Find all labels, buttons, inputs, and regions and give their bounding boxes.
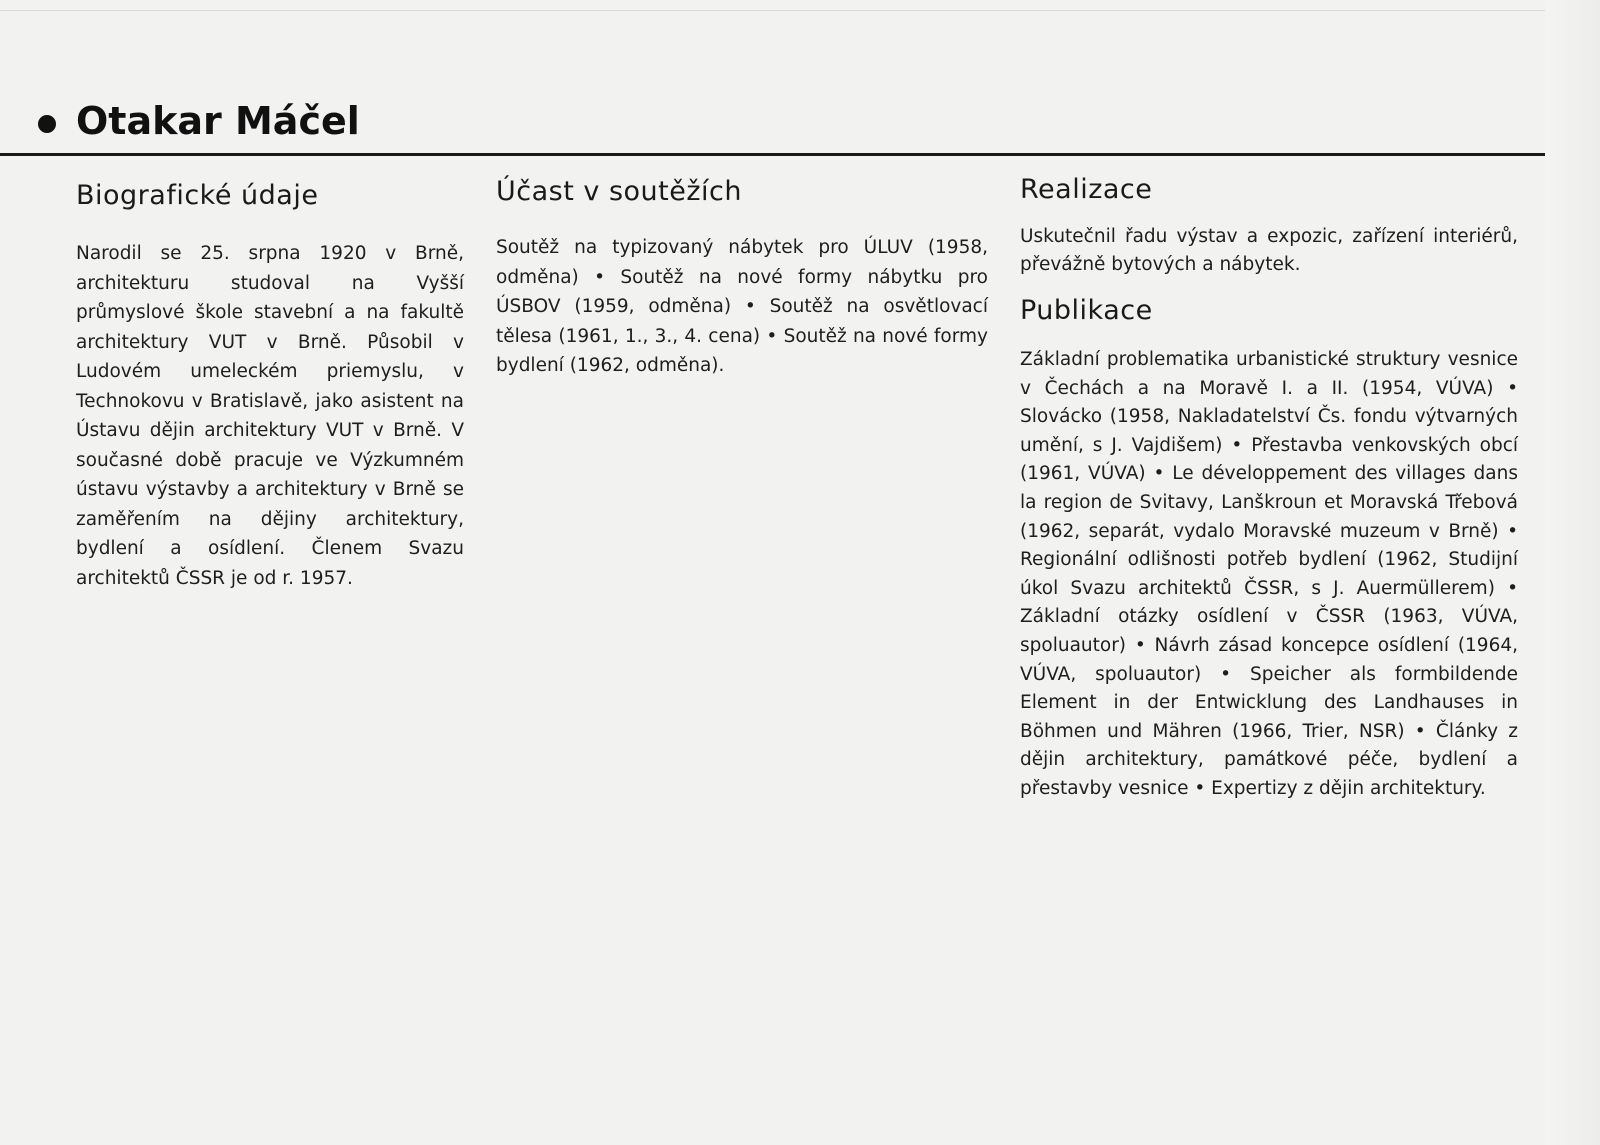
- publications-text: Základní problematika urbanistické struktury vesnice v Čechách a na Moravě I. a II. (1954, VÚVA) • Slovácko (1958, Nakladatelství Čs. fondu výtvarných umění, s J. Vajdišem) • Přestavba venkovských obcí (1961, VÚVA) • Le développement des villages dans la region de Svitavy, Lanškroun et Moravská Třebová (1962, separát, vydalo Moravské muzeum v Brně) • Regionální odlišnosti potřeb bydlení (1962, Studijní úkol Svazu architektů ČSSR, s J. Auermüllerem) • Základní otázky osídlení v ČSSR (1963, VÚVA, spoluautor) • Návrh zásad koncepce osídlení (1964, VÚVA, spoluautor) • Speicher als formbildende Element in der Entwicklung des Landhauses in Böhmen und Mähren (1966, Trier, NSR) • Články z dějin architektury, památkové péče, bydlení a přestavby vesnice • Expertizy z dějin architektury.: [1020, 349, 1518, 799]
- bullet-icon: [38, 115, 56, 133]
- competitions-text: Soutěž na typizovaný nábytek pro ÚLUV (1958, odměna) • Soutěž na nové formy nábytku pro ÚSBOV (1959, odměna) • Soutěž na osvětlovací tělesa (1961, 1., 3., 4. cena) • Soutěž na nové formy bydlení (1962, odměna).: [496, 237, 988, 376]
- publications-heading: Publikace: [1020, 295, 1153, 326]
- page-header: [38, 96, 360, 146]
- competitions-column: [496, 170, 988, 381]
- biography-heading: Biografické údaje: [76, 180, 319, 211]
- header-rule: [0, 153, 1600, 156]
- realizations-text: Uskutečnil řadu výstav a expozic, zařízení interiérů, převážně bytových a nábytek.: [1020, 226, 1518, 275]
- biography-text: Narodil se 25. srpna 1920 v Brně, architekturu studoval na Vyšší průmyslové škole stavební a na fakultě architektury VUT v Brně. Působil v Ludovém umeleckém priemyslu, v Technokovu v Bratislavě, jako asistent na Ústavu dějin architektury VUT v Brně. V současné době pracuje ve Výzkumném ústavu výstavby a architektury v Brně se zaměřením na dějiny architektury, bydlení a osídlení. Členem Svazu architektů ČSSR je od r. 1957.: [76, 243, 464, 589]
- top-edge-line: [0, 10, 1580, 11]
- realizations-heading: Realizace: [1020, 174, 1153, 205]
- author-name: Otakar Máčel: [76, 99, 360, 143]
- biography-column: [76, 170, 464, 593]
- competitions-heading: Účast v soutěžích: [496, 176, 742, 207]
- realizations-column: [1020, 170, 1518, 804]
